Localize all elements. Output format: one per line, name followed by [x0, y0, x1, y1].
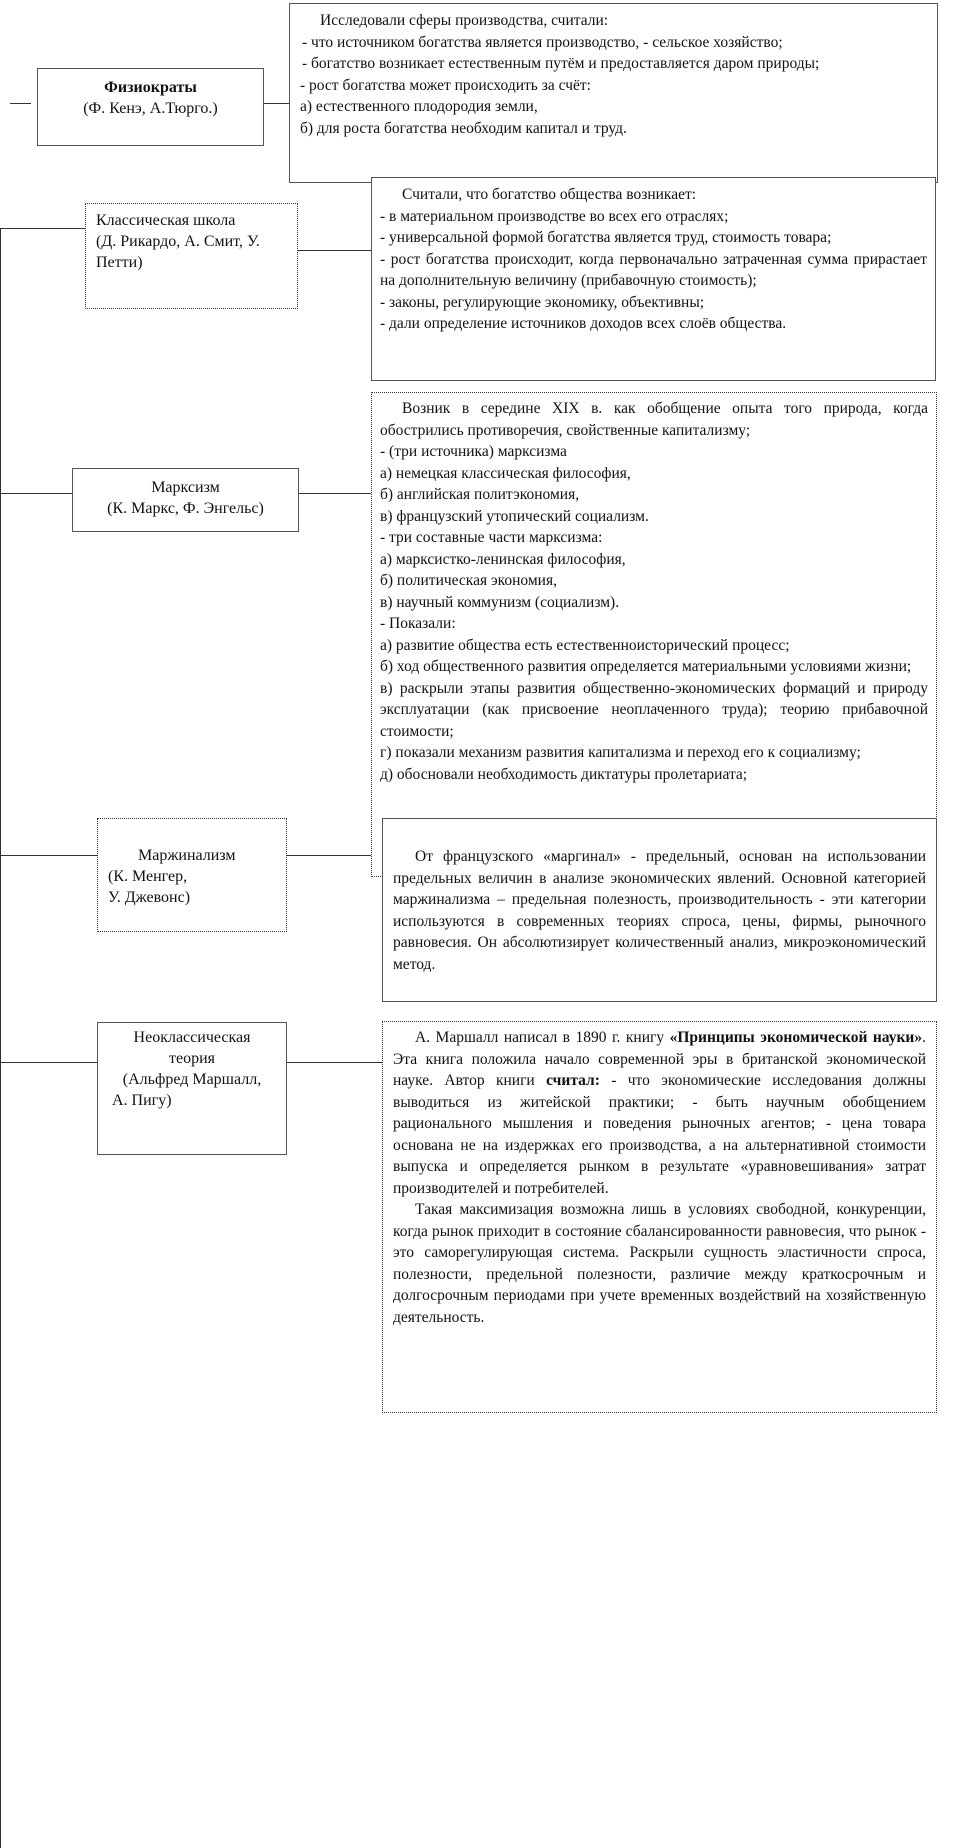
marxism-desc-line: - Показали:: [380, 615, 456, 632]
marxism-desc-line: в) раскрыли этапы развития общественно-экономических формаций и природу эксплуатации (как присвоение неоплаченного труда); теорию прибавочной стоимости;: [380, 679, 928, 740]
connector-neoclassical-left: [0, 1062, 97, 1063]
marxism-desc-line: а) марксистко-ленинская философия,: [380, 550, 626, 568]
marxism-desc-line: б) английская политэкономия,: [380, 486, 580, 503]
connector-classical-left: [0, 228, 85, 229]
marxism-desc-line: г) показали механизм развития капитализма и переход его к социализму;: [380, 744, 861, 761]
neoclassical-school-box: [97, 1022, 287, 1155]
connector-marxism-right: [299, 493, 371, 494]
neoclassical-p1-part: - что экономические исследования должны выводиться из житейской практики; - быть научным обобщением рационального мышления и поведения рыночных агентов; - цена товара основана не на издержках его производства, а на альтернативной стоимости выпуска и определяется рынком в результате «уравновешивания» затрат производителей и потребителей.: [393, 1072, 926, 1197]
connector-marginalism-right: [287, 855, 382, 856]
marxism-desc-line: в) научный коммунизм (социализм).: [380, 593, 620, 611]
neoclassical-description-box: [382, 1021, 937, 1413]
neoclassical-book-title: «Принципы экономической науки»: [669, 1029, 923, 1046]
classical-title: Классическая школа: [96, 212, 236, 229]
physiocrats-desc-line: б) для роста богатства необходим капитал и труд.: [300, 119, 627, 137]
marxism-authors: (К. Маркс, Ф. Энгельс): [107, 500, 264, 517]
marxism-desc-line: б) ход общественного развития определяется материальными условиями жизни;: [380, 658, 912, 675]
classical-desc-line: - дали определение источников доходов всех слоёв общества.: [380, 315, 787, 332]
physiocrats-desc-line: Исследовали сферы производства, считали:: [320, 12, 609, 29]
classical-desc-line: - рост богатства происходит, когда первоначально затраченная сумма прирастает на дополнительную величину (прибавочную стоимость);: [380, 250, 927, 289]
marginalism-description-box: [382, 818, 937, 1002]
neoclassical-authors-2: А. Пигу): [112, 1092, 172, 1109]
marginalism-authors-1: (К. Менгер,: [108, 868, 188, 885]
marginalism-authors-2: У. Джевонс): [108, 889, 191, 906]
classical-desc-line: - в материальном производстве во всех его отраслях;: [380, 207, 729, 225]
classical-authors: (Д. Рикардо, А. Смит, У. Петти): [96, 233, 260, 271]
marxism-desc-line: в) французский утопический социализм.: [380, 507, 649, 525]
marxism-description-box: [371, 392, 937, 877]
neoclassical-p1-part: А. Маршалл написал в 1890 г. книгу: [415, 1029, 670, 1046]
classical-description-box: [371, 177, 936, 381]
neoclassical-p1-part: . Эта книга положила начало современной эры в британской экономической науке. Автор книги: [393, 1029, 926, 1089]
main-vertical-connector: [0, 228, 1, 1848]
marginalism-desc: От французского «маргинал» - предельный, основан на использовании предельных величин в анализе экономических явлений. Основной категорией маржинализма – предельная полезность, производительность - эти категории используются в современных теориях спроса, цены, фирмы, рыночного равновесия. Он абсолютизирует количественный анализ, микроэкономический метод.: [393, 848, 926, 973]
classical-school-box: [85, 203, 298, 309]
physiocrats-desc-line: а) естественного плодородия земли,: [300, 98, 538, 115]
neoclassical-paragraph-2: Такая максимизация возможна лишь в условиях свободной, конкуренции, когда рынок приходит в состояние сбалансированности равновесия, что рынок - это саморегулирующая система. Раскрыли сущность эластичности спроса, полезности, предельной полезности, различие между краткосрочным и долгосрочным периодами при учете временных воздействий на хозяйственную деятельность.: [393, 1201, 926, 1326]
physiocrats-desc-line: - рост богатства может происходить за счёт:: [300, 76, 591, 94]
marxism-desc-line: - три составные части марксизма:: [380, 529, 603, 546]
connector-marginalism-left: [0, 855, 97, 856]
connector-physiocrats-right: [264, 103, 289, 104]
marginalism-title: Маржинализм: [138, 847, 236, 864]
marxism-desc-line: б) политическая экономия,: [380, 572, 557, 589]
connector-physiocrats-left: [10, 103, 31, 104]
marxism-desc-line: а) немецкая классическая философия,: [380, 464, 631, 482]
neoclassical-authors-1: (Альфред Маршалл,: [122, 1071, 262, 1088]
marxism-desc-line: Возник в середине XIX в. как обобщение опыта того природа, когда обострились противоречия, свойственные капитализму;: [380, 400, 928, 439]
neoclassical-paragraph-1: [393, 1027, 926, 1199]
neoclassical-title-2: теория: [168, 1050, 215, 1067]
physiocrats-desc-line: - богатство возникает естественным путём и предоставляется даром природы;: [302, 55, 820, 72]
marxism-title: Марксизм: [151, 479, 220, 496]
marxism-school-box: [72, 468, 299, 532]
neoclassical-considered-label: считал:: [546, 1072, 600, 1089]
classical-desc-line: Считали, что богатство общества возникает:: [402, 186, 697, 203]
physiocrats-authors: (Ф. Кенэ, А.Тюрго.): [83, 100, 218, 117]
marxism-desc-line: д) обосновали необходимость диктатуры пролетариата;: [380, 765, 748, 783]
classical-desc-line: - универсальной формой богатства является труд, стоимость товара;: [380, 229, 832, 246]
physiocrats-description-box: [289, 3, 938, 183]
physiocrats-school-box: [37, 68, 264, 146]
physiocrats-title: Физиократы: [104, 79, 197, 96]
connector-marxism-left: [0, 493, 72, 494]
classical-desc-line: - законы, регулирующие экономику, объективны;: [380, 293, 705, 311]
neoclassical-title-1: Неоклассическая: [133, 1029, 251, 1046]
connector-neoclassical-right: [287, 1062, 382, 1063]
connector-classical-right: [298, 250, 371, 251]
marginalism-school-box: [97, 818, 287, 932]
marxism-desc-line: а) развитие общества есть естественноисторический процесс;: [380, 636, 790, 654]
physiocrats-desc-line: - что источником богатства является производство, - сельское хозяйство;: [302, 33, 783, 51]
marxism-desc-line: - (три источника) марксизма: [380, 443, 567, 460]
